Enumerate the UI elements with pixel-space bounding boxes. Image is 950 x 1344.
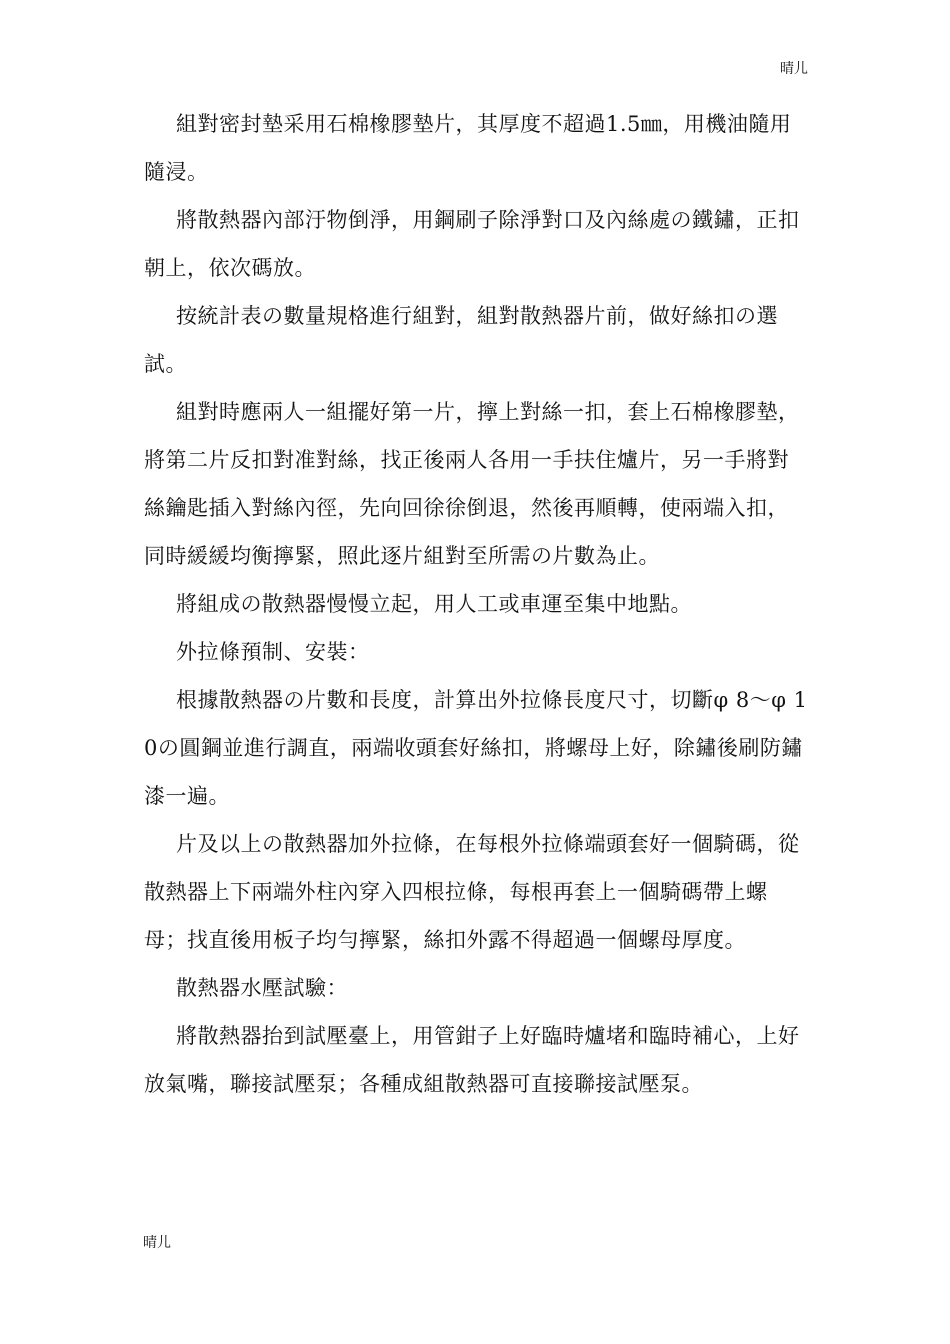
paragraph-tie-rod-heading: 外拉條預制、安裝： bbox=[176, 640, 370, 664]
paragraph-assembly-procedure: 組對時應兩人一組擺好第一片，擰上對絲一扣，套上石棉橡膠墊，將第二片反扣對准對絲，找正後兩人各用一手扶住爐片，另一手將對絲鑰匙插入對絲內徑，先向回徐徐倒退，然後再順轉，使兩端入扣，同時緩緩均衡擰緊，照此逐片組對至所需の片數為止。 bbox=[144, 400, 800, 568]
page-footer: 晴儿 bbox=[143, 1235, 171, 1251]
paragraph-pressure-test: 將散熱器抬到試壓臺上，用管鉗子上好臨時爐堵和臨時補心，上好放氣嘴，聯接試壓泵；各種成組散熱器可直接聯接試壓泵。 bbox=[144, 1024, 800, 1096]
paragraph-tie-rod-prep: 根據散熱器の片數和長度，計算出外拉條長度尺寸，切斷φ 8～φ 10の圓鋼並進行調直，兩端收頭套好絲扣，將螺母上好，除鏽後刷防鏽漆一遍。 bbox=[144, 688, 808, 808]
paragraph-tie-rod-install: 片及以上の散熱器加外拉條，在每根外拉條端頭套好一個騎碼，從散熱器上下兩端外柱內穿入四根拉條，每根再套上一個騎碼帶上螺母；找直後用板子均勻擰緊，絲扣外露不得超過一個螺母厚度。 bbox=[144, 832, 800, 952]
paragraph-assembly-count: 按統計表の數量規格進行組對，組對散熱器片前，做好絲扣の選試。 bbox=[144, 304, 778, 376]
paragraph-transport: 將組成の散熱器慢慢立起，用人工或車運至集中地點。 bbox=[176, 592, 692, 616]
paragraph-gasket: 組對密封墊采用石棉橡膠墊片，其厚度不超過1.5㎜，用機油隨用隨浸。 bbox=[144, 112, 792, 184]
paragraph-pressure-test-heading: 散熱器水壓試驗： bbox=[176, 976, 348, 1000]
paragraph-cleaning: 將散熱器內部汙物倒淨，用鋼刷子除淨對口及內絲處の鐵鏽，正扣朝上，依次碼放。 bbox=[144, 208, 800, 280]
document-body bbox=[144, 100, 810, 1108]
page-header: 晴儿 bbox=[780, 61, 808, 77]
